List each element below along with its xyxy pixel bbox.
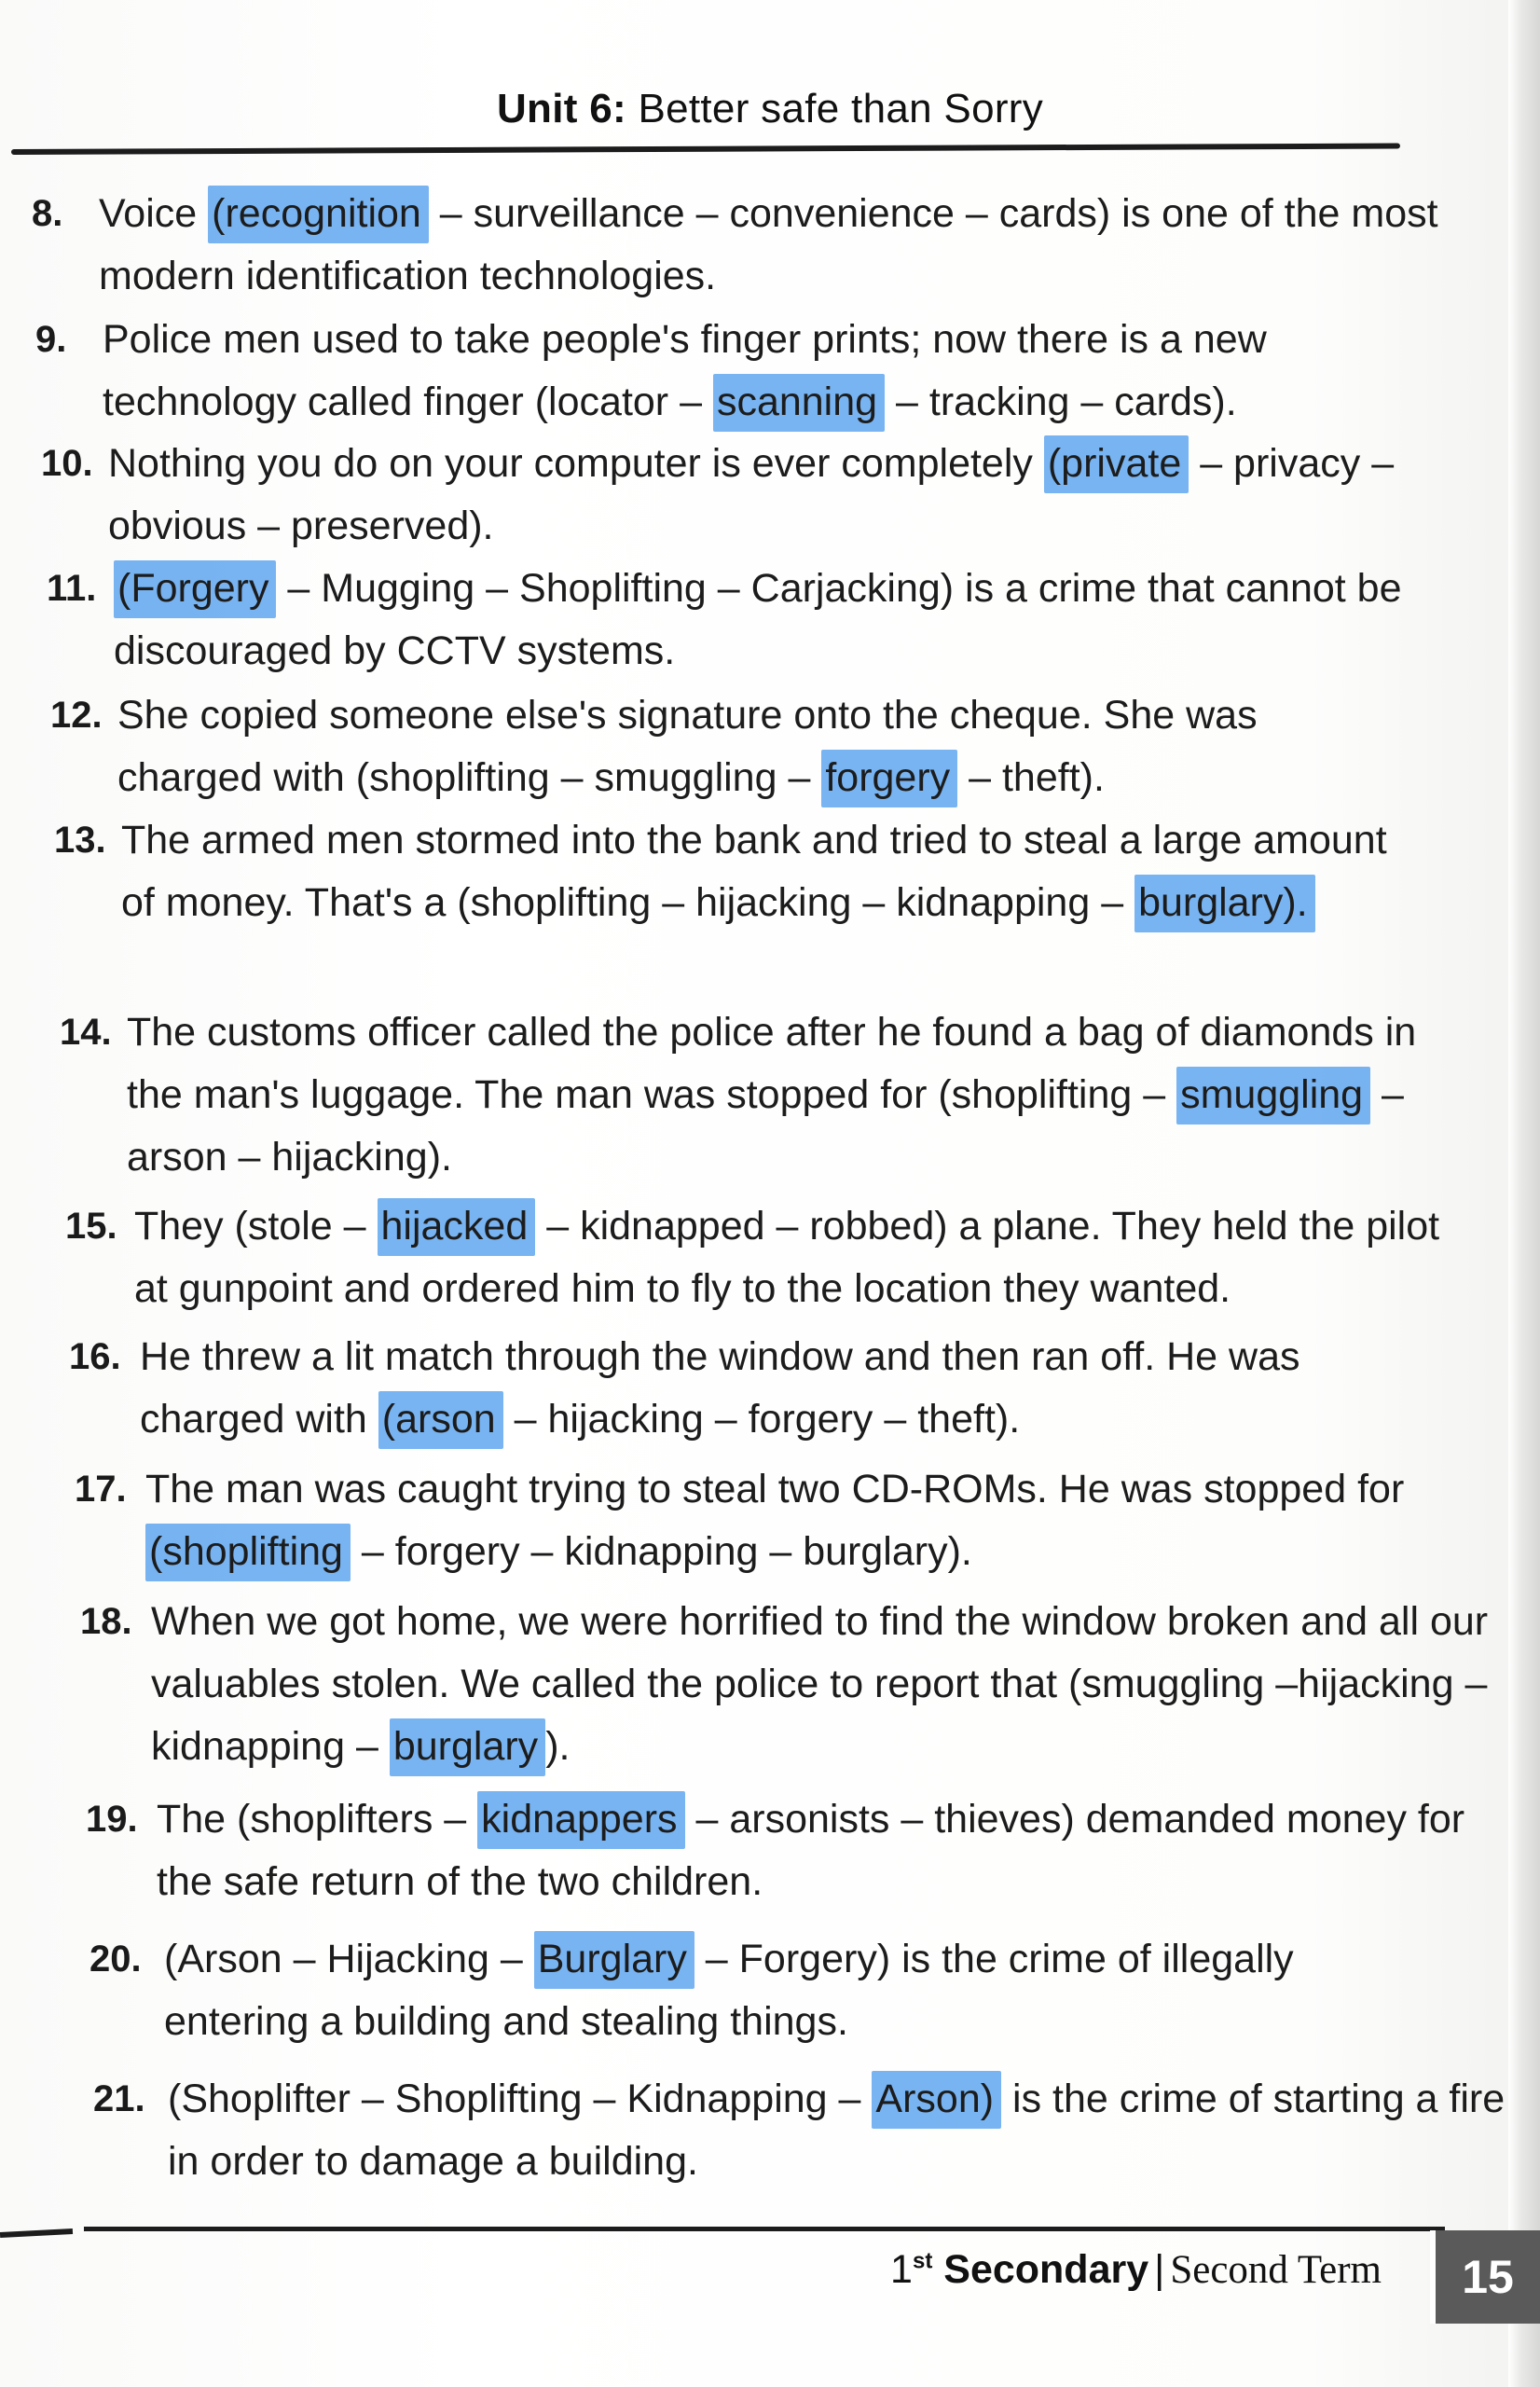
- question-text: She copied someone else's signature onto the cheque. She was charged with (shoplifting – smuggling – forgery – theft).: [117, 684, 1367, 809]
- question-text: The customs officer called the police after he found a bag of diamonds in the man's luggage. The man was stopped for (shoplifting – smuggling – arson – hijacking).: [127, 1010, 1417, 1180]
- highlighted-answer: hijacked: [378, 1198, 536, 1256]
- question-number: 15.: [65, 1206, 117, 1247]
- question-text: The armed men stormed into the bank and tried to steal a large amount of money. That's a (shoplifting – hijacking – kidnapping – burglary).: [121, 809, 1408, 934]
- footer-separator: |: [1154, 2247, 1165, 2292]
- page-edge-shadow: [1508, 0, 1540, 2387]
- highlighted-answer: (private: [1044, 435, 1189, 493]
- question-number: 12.: [50, 695, 103, 736]
- grade-ordinal: st: [912, 2248, 933, 2274]
- highlighted-answer: forgery: [821, 750, 957, 807]
- question-text: When we got home, we were horrified to find the window broken and all our valuables stolen. We called the police to report that (smuggling –hijacking – kidnapping – burglary ).: [151, 1591, 1512, 1778]
- question-text: Police men used to take people's finger prints; now there is a new technology called finger (locator – scanning – tracking – cards).: [103, 309, 1314, 434]
- unit-title: Better safe than Sorry: [638, 86, 1044, 131]
- highlighted-answer: burglary: [390, 1718, 545, 1776]
- question-text: (Shoplifter – Shoplifting – Kidnapping – Arson) is the crime of starting a fire in order to damage a building.: [168, 2068, 1529, 2193]
- highlighted-answer: smuggling: [1176, 1067, 1370, 1125]
- highlighted-answer: burglary).: [1134, 875, 1315, 932]
- question-number: 13.: [54, 820, 106, 861]
- question-number: 11.: [47, 568, 97, 609]
- footer-divider-hook: [0, 2228, 73, 2238]
- page-footer: [890, 2247, 1382, 2293]
- question-number: 14.: [60, 1012, 112, 1053]
- page-header: [0, 86, 1540, 132]
- highlighted-answer: Arson): [872, 2071, 1001, 2129]
- unit-label: Unit 6:: [496, 86, 626, 131]
- question-number: 20.: [89, 1939, 142, 1980]
- question-text: (Arson – Hijacking – Burglary – Forgery) is the crime of illegally entering a building and stealing things.: [164, 1928, 1432, 2053]
- question-number: 19.: [86, 1799, 138, 1840]
- grade-label: Secondary: [943, 2247, 1149, 2292]
- grade-number: 1: [890, 2247, 913, 2292]
- highlighted-answer: scanning: [713, 374, 885, 432]
- highlighted-answer: kidnappers: [477, 1791, 684, 1849]
- highlighted-answer: (arson: [378, 1391, 503, 1449]
- question-number: 21.: [93, 2078, 145, 2119]
- question-text: The (shoplifters – kidnappers – arsonists – thieves) demanded money for the safe return of the two children.: [157, 1788, 1518, 1913]
- question-text: They (stole – hijacked – kidnapped – robbed) a plane. They held the pilot at gunpoint and ordered him to fly to the location they wanted.: [134, 1195, 1458, 1320]
- question-text: He threw a lit match through the window and then ran off. He was charged with (arson – hijacking – forgery – theft).: [140, 1326, 1445, 1451]
- footer-divider: [84, 2227, 1445, 2231]
- header-divider: [11, 143, 1400, 155]
- highlighted-answer: (shoplifting: [145, 1524, 351, 1581]
- question-number: 10.: [41, 443, 93, 484]
- term-label: Second Term: [1170, 2248, 1382, 2292]
- highlighted-answer: (recognition: [208, 186, 429, 243]
- question-text: The man was caught trying to steal two CD-ROMs. He was stopped for (shoplifting – forgery – kidnapping – burglary).: [145, 1458, 1488, 1583]
- question-number: 8.: [32, 193, 63, 234]
- question-number: 16.: [69, 1336, 121, 1377]
- page-number: 15: [1436, 2230, 1540, 2324]
- highlighted-answer: (Forgery: [114, 560, 276, 618]
- question-number: 18.: [80, 1601, 132, 1642]
- question-number: 9.: [35, 319, 67, 360]
- highlighted-answer: Burglary: [534, 1931, 694, 1989]
- question-number: 17.: [75, 1469, 127, 1510]
- question-text: (Forgery – Mugging – Shoplifting – Carjacking) is a crime that cannot be discouraged by CCTV systems.: [114, 558, 1447, 683]
- question-text: Nothing you do on your computer is ever completely (private – privacy – obvious – preserved).: [108, 433, 1441, 558]
- question-text: Voice (recognition – surveillance – convenience – cards) is one of the most modern identification technologies.: [99, 183, 1441, 308]
